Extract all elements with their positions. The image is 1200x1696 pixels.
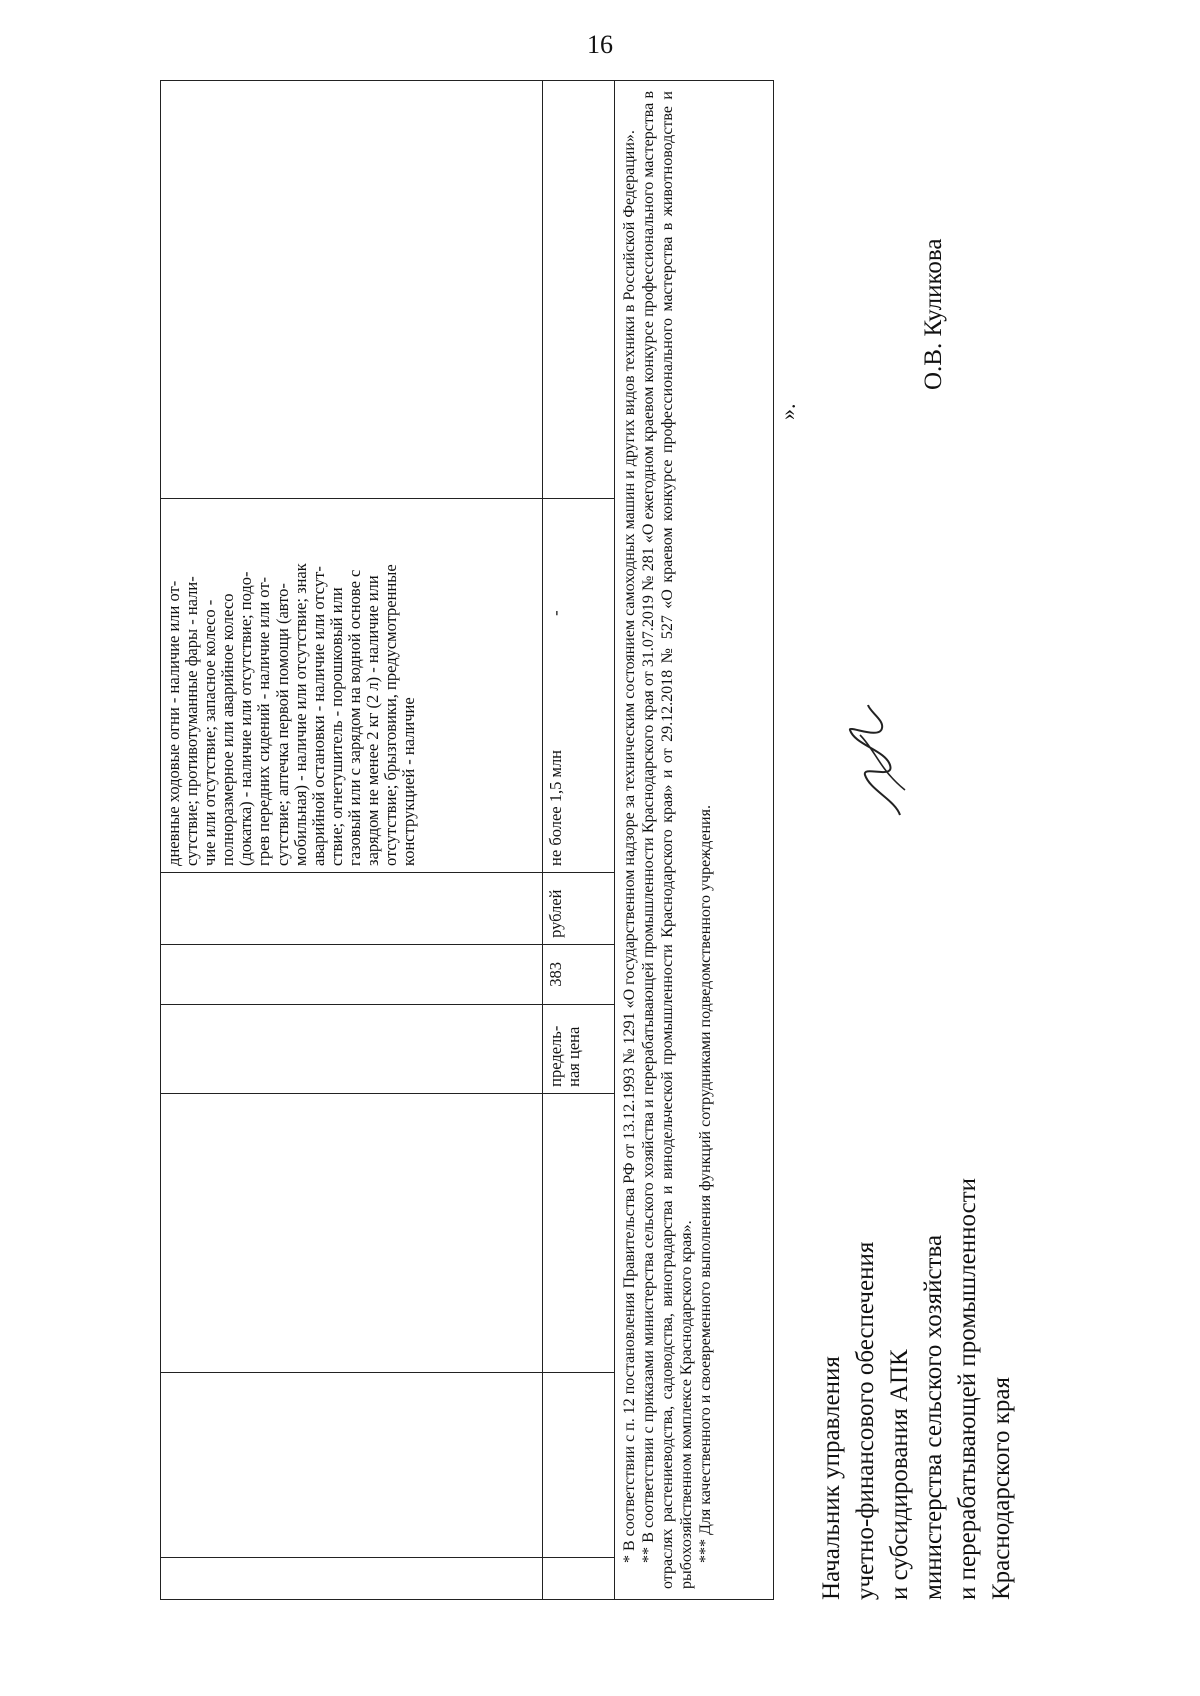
description-line: зарядом не менее 2 кг (2 л) - наличие или [363,575,383,866]
table-row [161,81,543,1600]
signer-title-line: и субсидирования АПК [886,1349,913,1600]
table-cell [161,944,543,1004]
signer-title [815,900,1019,1600]
signer-title-line: и перерабатывающей промышленности [954,1177,981,1600]
price-dash: - [546,610,565,616]
description-line: отсутствие; брызговики, предусмотренные [381,564,401,866]
signer-title-line: министерства сельского хозяйства [920,1234,947,1600]
page-number: 16 [587,30,613,59]
signer-name: О.В. Куликова [920,238,947,390]
table-cell [161,1004,543,1093]
price-code-cell: 383 [543,944,615,1004]
table-row [543,81,615,1600]
description-line: конструкцией - наличие [399,697,419,866]
description-line: ствие; огнетушитель - порошковый или [326,587,346,866]
rotated-landscape-content [160,80,1100,1600]
description-line: грев передних сидений - наличие или от- [254,576,274,866]
table-cell [543,1093,615,1373]
description-line: (докатка) - наличие или отсутствие; подо- [236,571,256,866]
price-unit-cell: рублей [543,872,615,944]
table-cell [161,872,543,944]
signer-title-line: Краснодарского края [988,1377,1015,1600]
table-cell [161,81,543,499]
description-line: газовый или с зарядом на водной основе с [344,569,364,866]
description-line: сутствие; противотуманные фары - нали- [182,576,202,866]
table-cell [543,81,615,499]
handwritten-signature [840,700,920,820]
specs-table [160,80,615,1600]
table-cell [543,1558,615,1600]
description-line: чие или отсутствие; запасное колесо - [200,599,220,866]
price-label-cell: предель-ная цена [543,1004,615,1093]
price-value: не более 1,5 млн [546,749,565,866]
footnote-2: ** В соответствии с приказами министерства сельского хозяйства и перерабатывающей промышленности Краснодарского края от 31.07.2019 № 281 «О ежегодном краевом конкурсе профессионального мастерства в отраслях растениеводства, садоводства, виноградарства и винодельческой промышленности Краснодарского края» и от 29.12.2018 № 527 «О краевом конкурсе профессионального мастерства в животноводстве и рыбохозяйственном комплексе Краснодарского края». [640,91,695,1589]
footnote-1: * В соответствии с п. 12 постановления Правительства РФ от 13.12.1993 № 1291 «О государственном надзоре за техническим состоянием самоходных машин и других видов техники в Российской Федерации». [621,130,638,1563]
description-line: дневные ходовые огни - наличие или от- [164,580,183,866]
description-line: полноразмерное или аварийное колесо [218,593,238,866]
description-line: сутствие; аптечка первой помощи (авто- [272,583,292,866]
table-cell [161,1558,543,1600]
description-line: мобильная) - наличие или отсутствие; знак [290,563,310,866]
table-cell [161,1093,543,1373]
footnote-3: *** Для качественного и своевременного выполнения функций сотрудниками подведомственного учреждения. [697,805,714,1563]
table-cell [161,1373,543,1558]
price-value-cell [543,499,615,873]
signer-title-line: Начальник управления [818,1356,845,1600]
description-line: аварийной остановки - наличие или отсут- [308,566,328,866]
closing-quote: ». [775,403,800,420]
table-cell [543,1373,615,1558]
footnotes [614,80,774,1600]
equipment-description-cell [161,499,543,873]
signer-title-line: учетно-финансового обеспечения [852,1241,879,1600]
